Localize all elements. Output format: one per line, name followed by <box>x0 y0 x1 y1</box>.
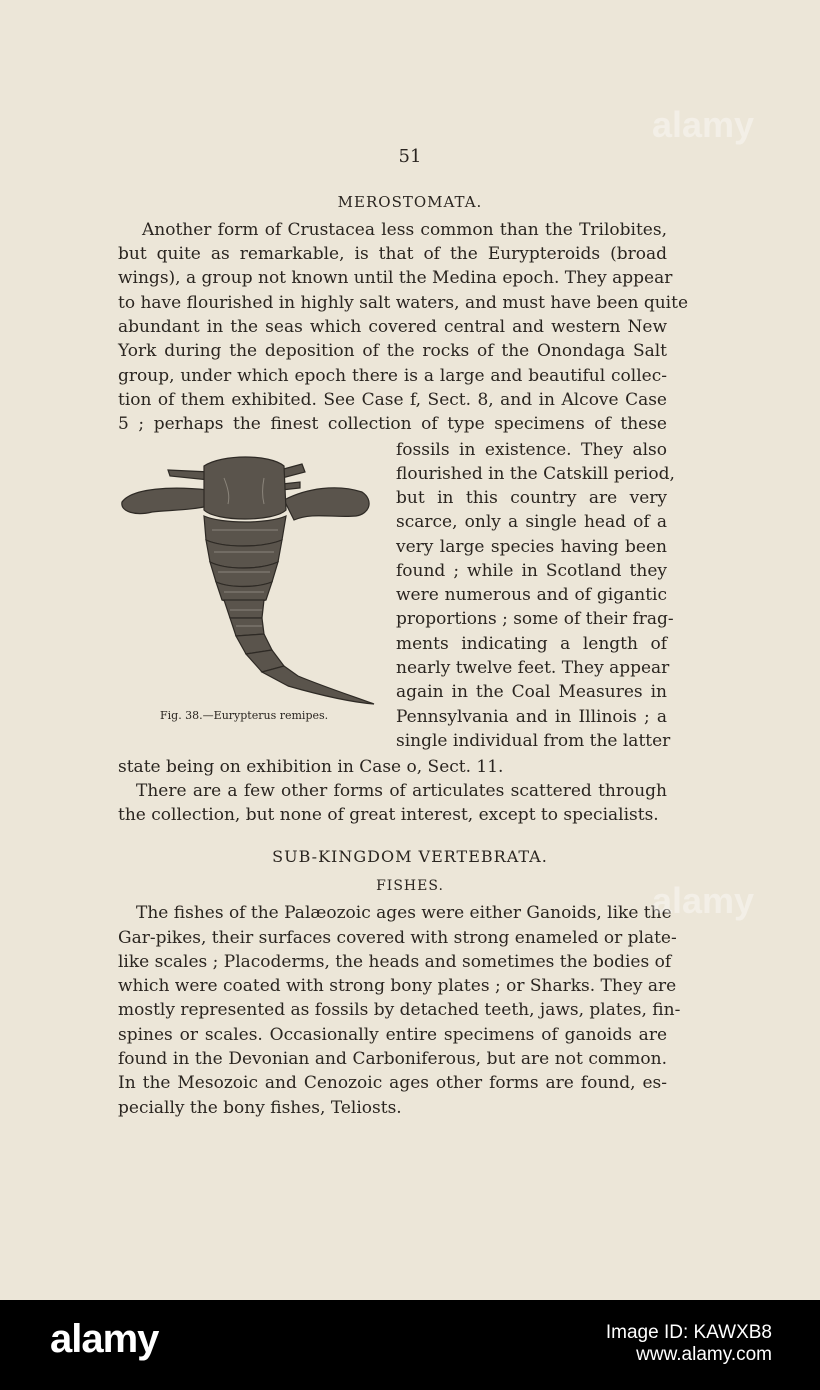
para1-end-line: state being on exhibition in Case o, Sect. 11. <box>118 757 504 777</box>
side-line-10: nearly twelve feet. They appear <box>396 658 670 678</box>
para1-line-6: York during the deposition of the rocks of the Onondaga Salt <box>118 341 667 361</box>
para1-line-9: 5 ; perhaps the finest collection of type specimens of these <box>118 414 667 434</box>
side-line-3: but in this country are very <box>396 488 667 508</box>
side-line-11: again in the Coal Measures in <box>396 682 667 702</box>
side-line-4: scarce, only a single head of a <box>396 512 667 532</box>
para3-line-1: The fishes of the Palæozoic ages were either Ganoids, like the <box>136 903 672 923</box>
para1-line-2: but quite as remarkable, is that of the Eurypteroids (broad <box>118 244 667 264</box>
para2-line-2: the collection, but none of great interest, except to specialists. <box>118 805 659 825</box>
side-line-1: fossils in existence. They also <box>396 440 667 460</box>
para3-line-2: Gar-pikes, their surfaces covered with strong enameled or plate- <box>118 928 677 948</box>
para3-line-6: spines or scales. Occasionally entire specimens of ganoids are <box>118 1025 667 1045</box>
eurypterus-illustration <box>112 450 382 712</box>
para3-line-3: like scales ; Placoderms, the heads and sometimes the bodies of <box>118 952 672 972</box>
side-line-6: found ; while in Scotland they <box>396 561 667 581</box>
para3-line-4: which were coated with strong bony plates ; or Sharks. They are <box>118 976 677 996</box>
figure-caption: Fig. 38.—Eurypterus remipes. <box>160 709 329 722</box>
para1-line-7: group, under which epoch there is a large and beautiful collec- <box>118 366 667 386</box>
page-number: 51 <box>398 146 422 167</box>
side-line-9: ments indicating a length of <box>396 634 667 654</box>
para1-line-5: abundant in the seas which covered central and western New <box>118 317 667 337</box>
para1-line-1: Another form of Crustacea less common than the Trilobites, <box>142 220 667 240</box>
para3-line-5: mostly represented as fossils by detached teeth, jaws, plates, fin- <box>118 1000 681 1020</box>
para1-line-8: tion of them exhibited. See Case f, Sect. 8, and in Alcove Case <box>118 390 667 410</box>
side-line-2: flourished in the Catskill period, <box>396 464 675 484</box>
subkingdom-heading: SUB-KINGDOM VERTEBRATA. <box>272 847 548 866</box>
side-line-7: were numerous and of gigantic <box>396 585 667 605</box>
para3-line-8: In the Mesozoic and Cenozoic ages other forms are found, es- <box>118 1073 667 1093</box>
alamy-logo: alamy <box>50 1317 159 1361</box>
watermark: alamy <box>652 880 755 921</box>
watermark: alamy <box>652 104 755 145</box>
section-title: MEROSTOMATA. <box>337 193 483 211</box>
site-url: www.alamy.com <box>636 1344 772 1365</box>
image-id-block <box>606 1322 772 1366</box>
fishes-heading: FISHES. <box>376 878 444 894</box>
side-line-5: very large species having been <box>396 537 667 557</box>
side-line-13: single individual from the latter <box>396 731 671 751</box>
para3-line-7: found in the Devonian and Carboniferous, but are not common. <box>118 1049 667 1069</box>
side-line-8: proportions ; some of their frag- <box>396 609 674 629</box>
para1-line-4: to have flourished in highly salt waters, and must have been quite <box>118 293 689 313</box>
side-line-12: Pennsylvania and in Illinois ; a <box>396 707 667 727</box>
image-id: Image ID: KAWXB8 <box>605 1322 772 1343</box>
para2-line-1: There are a few other forms of articulates scattered through <box>136 781 667 801</box>
para1-line-3: wings), a group not known until the Medina epoch. They appear <box>118 268 673 288</box>
para3-line-9: pecially the bony fishes, Teliosts. <box>118 1098 402 1118</box>
